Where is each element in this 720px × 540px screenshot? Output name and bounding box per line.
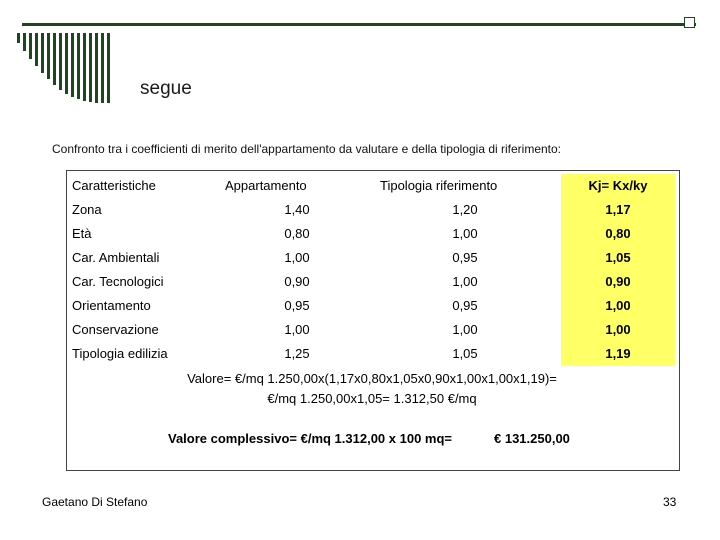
page-number: 33 bbox=[663, 495, 677, 509]
row-ambientali-kj: 1,05 bbox=[561, 246, 675, 270]
footer-author: Gaetano Di Stefano bbox=[42, 495, 148, 509]
row-conservazione-label: Conservazione bbox=[72, 322, 159, 337]
row-ambientali-label: Car. Ambientali bbox=[72, 250, 160, 265]
row-ambientali-tipologia: 0,95 bbox=[452, 250, 478, 265]
row-orientamento-kj: 1,00 bbox=[561, 294, 675, 318]
header-caratteristiche: Caratteristiche bbox=[72, 178, 156, 193]
total-label: Valore complessivo= €/mq 1.312,00 x 100 mq= bbox=[168, 431, 453, 446]
header-kj: Kj= Kx/ky bbox=[561, 174, 675, 198]
row-ambientali-appartamento: 1,00 bbox=[284, 250, 310, 265]
row-orientamento-appartamento: 0,95 bbox=[284, 298, 310, 313]
slide-title: segue bbox=[140, 78, 192, 99]
row-tipologia-edilizia-appartamento: 1,25 bbox=[284, 346, 310, 361]
row-eta-kj: 0,80 bbox=[561, 222, 675, 246]
row-tipologia-edilizia-kj: 1,19 bbox=[561, 342, 675, 366]
row-tecnologici-tipologia: 1,00 bbox=[452, 274, 478, 289]
header-tipologia: Tipologia riferimento bbox=[380, 178, 498, 193]
row-conservazione-kj: 1,00 bbox=[561, 318, 675, 342]
row-tecnologici-appartamento: 0,90 bbox=[284, 274, 310, 289]
slide-subtitle: Confronto tra i coefficienti di merito dell'appartamento da valutare e della tipologia di riferimento: bbox=[52, 142, 562, 156]
total-value: € 131.250,00 bbox=[494, 431, 570, 446]
header-appartamento: Appartamento bbox=[225, 178, 307, 193]
row-zona-appartamento: 1,40 bbox=[284, 202, 310, 217]
top-rule bbox=[22, 23, 696, 26]
row-zona-kj: 1,17 bbox=[561, 198, 675, 222]
calculation-line-2: €/mq 1.250,00x1,05= 1.312,50 €/mq bbox=[267, 391, 477, 406]
row-conservazione-appartamento: 1,00 bbox=[284, 322, 310, 337]
row-eta-label: Età bbox=[72, 226, 92, 241]
row-tecnologici-label: Car. Tecnologici bbox=[72, 274, 164, 289]
row-zona-tipologia: 1,20 bbox=[452, 202, 478, 217]
corner-square-icon bbox=[684, 17, 695, 28]
calculation-line-1: Valore= €/mq 1.250,00x(1,17x0,80x1,05x0,90x1,00x1,00x1,19)= bbox=[187, 371, 557, 386]
row-orientamento-tipologia: 0,95 bbox=[452, 298, 478, 313]
row-tipologia-edilizia-label: Tipologia edilizia bbox=[72, 346, 168, 361]
row-zona-label: Zona bbox=[72, 202, 102, 217]
row-eta-tipologia: 1,00 bbox=[452, 226, 478, 241]
row-tipologia-edilizia-tipologia: 1,05 bbox=[452, 346, 478, 361]
row-tecnologici-kj: 0,90 bbox=[561, 270, 675, 294]
row-eta-appartamento: 0,80 bbox=[284, 226, 310, 241]
row-orientamento-label: Orientamento bbox=[72, 298, 151, 313]
row-conservazione-tipologia: 1,00 bbox=[452, 322, 478, 337]
